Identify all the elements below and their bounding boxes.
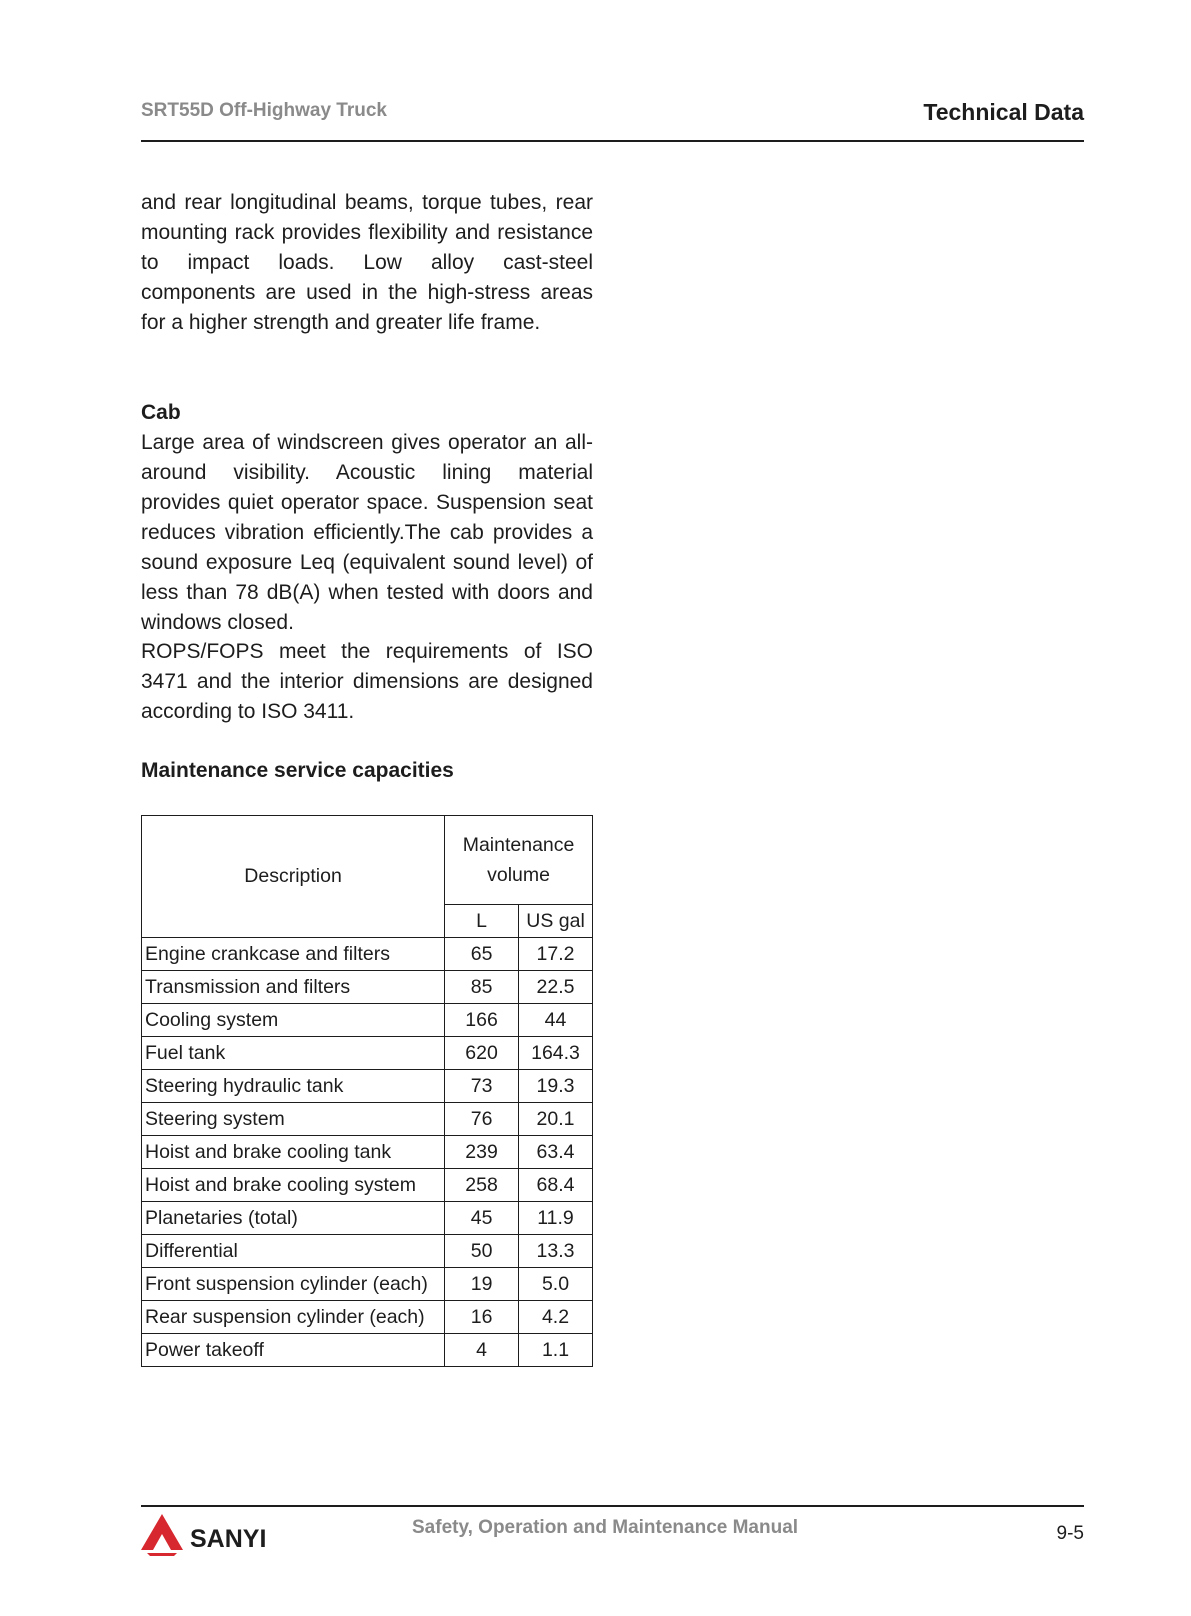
row-liters: 65 xyxy=(445,938,519,971)
row-us-gal: 19.3 xyxy=(519,1070,593,1103)
row-description: Power takeoff xyxy=(142,1334,445,1367)
row-liters: 45 xyxy=(445,1202,519,1235)
row-us-gal: 1.1 xyxy=(519,1334,593,1367)
row-us-gal: 164.3 xyxy=(519,1037,593,1070)
table-row xyxy=(142,1037,593,1070)
brand-name: SANYI xyxy=(190,1525,267,1553)
row-liters: 166 xyxy=(445,1004,519,1037)
table-header-volume: Maintenance volume xyxy=(445,816,593,905)
table-row xyxy=(142,1103,593,1136)
rops-paragraph-block xyxy=(141,637,593,727)
table-row xyxy=(142,1301,593,1334)
rops-paragraph: ROPS/FOPS meet the requirements of ISO 3471 and the interior dimensions are designed according to ISO 3411. xyxy=(141,640,593,723)
table-header-description: Description xyxy=(142,816,445,938)
row-us-gal: 22.5 xyxy=(519,971,593,1004)
footer-divider xyxy=(141,1505,1084,1507)
table-row xyxy=(142,1169,593,1202)
row-liters: 239 xyxy=(445,1136,519,1169)
row-liters: 76 xyxy=(445,1103,519,1136)
sanyi-logo xyxy=(141,1512,287,1556)
frame-paragraph-block xyxy=(141,188,593,338)
cab-paragraph: Large area of windscreen gives operator an all-around visibility. Acoustic lining material provides quiet operator space. Suspension seat reduces vibration efficiently.The cab provides a sound exposure Leq (equivalent sound level) of less than 78 dB(A) when tested with doors and windows closed. xyxy=(141,431,593,634)
header-divider xyxy=(141,140,1084,142)
table-row xyxy=(142,938,593,971)
cab-heading: Cab xyxy=(141,401,181,424)
row-liters: 258 xyxy=(445,1169,519,1202)
row-description: Differential xyxy=(142,1235,445,1268)
row-us-gal: 11.9 xyxy=(519,1202,593,1235)
row-us-gal: 5.0 xyxy=(519,1268,593,1301)
row-description: Engine crankcase and filters xyxy=(142,938,445,971)
table-row xyxy=(142,1004,593,1037)
cab-paragraph-block xyxy=(141,428,593,638)
capacities-table-body xyxy=(142,938,593,1367)
frame-paragraph: and rear longitudinal beams, torque tubes, rear mounting rack provides flexibility and resistance to impact loads. Low alloy cast-steel components are used in the high-stress areas for a higher strength and greater life frame. xyxy=(141,191,593,334)
row-description: Hoist and brake cooling system xyxy=(142,1169,445,1202)
table-header-unit-gal: US gal xyxy=(519,905,593,938)
table-row xyxy=(142,1202,593,1235)
row-description: Steering hydraulic tank xyxy=(142,1070,445,1103)
row-liters: 620 xyxy=(445,1037,519,1070)
row-liters: 50 xyxy=(445,1235,519,1268)
row-liters: 16 xyxy=(445,1301,519,1334)
table-row xyxy=(142,1334,593,1367)
table-row xyxy=(142,1235,593,1268)
row-description: Hoist and brake cooling tank xyxy=(142,1136,445,1169)
table-row xyxy=(142,1268,593,1301)
table-header-unit-l: L xyxy=(445,905,519,938)
running-header-title: SRT55D Off-Highway Truck xyxy=(141,100,387,121)
row-description: Front suspension cylinder (each) xyxy=(142,1268,445,1301)
table-row xyxy=(142,1136,593,1169)
row-us-gal: 4.2 xyxy=(519,1301,593,1334)
row-description: Steering system xyxy=(142,1103,445,1136)
table-row xyxy=(142,971,593,1004)
table-row xyxy=(142,1070,593,1103)
row-description: Transmission and filters xyxy=(142,971,445,1004)
row-description: Cooling system xyxy=(142,1004,445,1037)
row-liters: 4 xyxy=(445,1334,519,1367)
row-description: Rear suspension cylinder (each) xyxy=(142,1301,445,1334)
capacities-table xyxy=(141,815,593,1367)
row-description: Fuel tank xyxy=(142,1037,445,1070)
row-us-gal: 68.4 xyxy=(519,1169,593,1202)
row-us-gal: 44 xyxy=(519,1004,593,1037)
sanyi-emblem-icon xyxy=(141,1514,183,1556)
row-description: Planetaries (total) xyxy=(142,1202,445,1235)
row-liters: 85 xyxy=(445,971,519,1004)
manual-title: Safety, Operation and Maintenance Manual xyxy=(412,1517,799,1538)
row-liters: 73 xyxy=(445,1070,519,1103)
row-us-gal: 20.1 xyxy=(519,1103,593,1136)
page-number: 9-5 xyxy=(1056,1523,1084,1544)
section-title: Technical Data xyxy=(923,99,1084,125)
row-us-gal: 63.4 xyxy=(519,1136,593,1169)
maintenance-heading: Maintenance service capacities xyxy=(141,759,454,782)
row-us-gal: 17.2 xyxy=(519,938,593,971)
row-us-gal: 13.3 xyxy=(519,1235,593,1268)
row-liters: 19 xyxy=(445,1268,519,1301)
